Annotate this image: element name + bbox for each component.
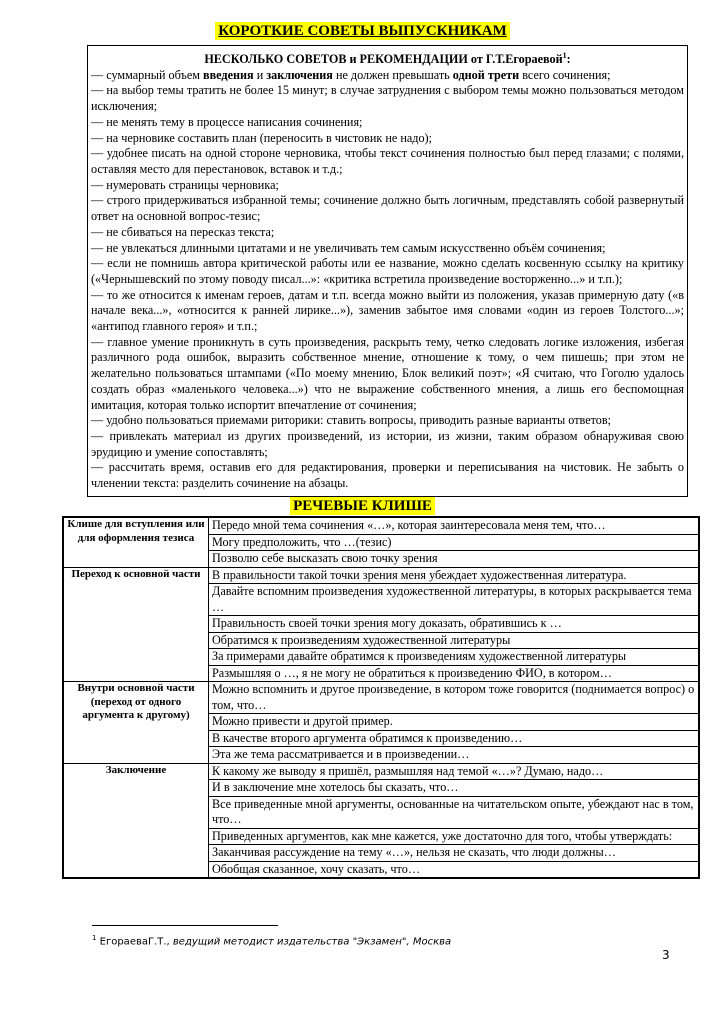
cliche-title: РЕЧЕВЫЕ КЛИШЕ xyxy=(290,497,435,515)
cliche-title-wrap xyxy=(0,497,725,515)
category-cell: Заключение xyxy=(63,763,209,878)
phrase-cell: В правильности такой точки зрения меня убеждает художественная литература. xyxy=(209,567,700,584)
category-cell: Внутри основной части (переход от одного аргумента к другому) xyxy=(63,682,209,764)
advice-item: — то же относится к именам героев, датам и т.п. всегда можно выйти из положения, указав примерную дату («в начале века...», «относится к ранней лирике...»), заменив забытое имя словами «один из героев Толстого...»; «антипод главного героя» и т.п.; xyxy=(91,287,684,334)
phrase-cell: Можно вспомнить и другое произведение, в котором тоже говорится (поднимается вопрос) о том, что… xyxy=(209,682,700,714)
advice-item: — не менять тему в процессе написания сочинения; xyxy=(91,114,363,129)
footnote-ref[interactable]: 1 xyxy=(562,51,567,60)
category-cell: Клише для вступления или для оформления тезиса xyxy=(63,517,209,567)
advice-item: — не увлекаться длинными цитатами и не увеличивать тем самым искусственно объём сочинения; xyxy=(91,240,606,255)
advice-item: — на выбор темы тратить не более 15 минут; в случае затруднения с выбором темы можно пользоваться методом исключения; xyxy=(91,83,684,114)
advice-item: — удобнее писать на одной стороне черновика, чтобы текст сочинения полностью был перед глазами; с полями, оставляя место для перестановок, вставок и т.д.; xyxy=(91,146,684,176)
category-cell: Переход к основной части xyxy=(63,567,209,682)
advice-item: — на черновике составить план (переносить в чистовик не надо); xyxy=(91,130,432,145)
page-number: 3 xyxy=(662,948,670,962)
advice-item: — если не помнишь автора критической работы или ее название, можно сделать косвенную ссылку на критику («Чернышевский по этому поводу писал...»: «критика встретила произведение восторженно...» и т.п.); xyxy=(91,256,684,286)
phrase-cell: Давайте вспомним произведения художественной литературы, в которых раскрывается тема … xyxy=(209,584,700,616)
phrase-cell: Обратимся к произведениям художественной литературы xyxy=(209,632,700,649)
advice-heading-colon: : xyxy=(566,52,571,67)
footnote-name: ЕгораеваГ.Т., xyxy=(96,936,170,948)
phrase-cell: И в заключение мне хотелось бы сказать, что… xyxy=(209,780,700,797)
advice-item: — строго придерживаться избранной темы; сочинение должно быть логичным, представлять собой развернутый ответ на основной вопрос-тезис; xyxy=(91,193,684,224)
phrase-cell: Правильность своей точки зрения могу доказать, обратившись к … xyxy=(209,616,700,633)
footnote-separator xyxy=(92,925,278,926)
cliche-table xyxy=(62,516,700,879)
table-row xyxy=(63,517,699,534)
phrase-cell: Позволю себе высказать свою точку зрения xyxy=(209,551,700,568)
footnote xyxy=(92,934,451,947)
advice-box xyxy=(87,45,688,497)
phrase-cell: Передо мной тема сочинения «…», которая заинтересовала меня тем, что… xyxy=(209,517,700,534)
advice-item: — привлекать материал из других произведений, из истории, из жизни, таким образом обнаруживая свою эрудицию и умение сопоставлять; xyxy=(91,428,684,459)
phrase-cell: Все приведенные мной аргументы, основанные на читательском опыте, убеждают нас в том, что… xyxy=(209,796,700,828)
phrase-cell: В качестве второго аргумента обратимся к произведению… xyxy=(209,730,700,747)
phrase-cell: Приведенных аргументов, как мне кажется, уже достаточно для того, чтобы утверждать: xyxy=(209,828,700,845)
advice-item: — рассчитать время, оставив его для редактирования, проверки и переписывания на чистовик. Не забыть о членении текста: разделить сочинение на абзацы. xyxy=(91,460,684,491)
phrase-cell: Эта же тема рассматривается и в произведении… xyxy=(209,747,700,764)
phrase-cell: К какому же выводу я пришёл, размышляя над темой «…»? Думаю, надо… xyxy=(209,763,700,780)
footnote-mark: 1 xyxy=(92,934,97,942)
page-title-wrap xyxy=(0,22,725,40)
advice-item: — нумеровать страницы черновика; xyxy=(91,177,279,192)
phrase-cell: Заканчивая рассуждение на тему «…», нельзя не сказать, что люди должны… xyxy=(209,845,700,862)
page-title: КОРОТКИЕ СОВЕТЫ ВЫПУСКНИКАМ xyxy=(215,22,510,40)
advice-item: — не сбиваться на пересказ текста; xyxy=(91,224,275,239)
table-row xyxy=(63,763,699,780)
footnote-text: ведущий методист издательства "Экзамен", Москва xyxy=(169,936,452,948)
table-row xyxy=(63,567,699,584)
phrase-cell: Размышляя о …, я не могу не обратиться к произведению ФИО, в котором… xyxy=(209,665,700,682)
phrase-cell: За примерами давайте обратимся к произведениям художественной литературы xyxy=(209,649,700,666)
advice-item: — главное умение проникнуть в суть произведения, раскрыть тему, четко следовать логике изложения, избегая различного рода ошибок, выразить собственное мнение, отношение к тому, о чем пишешь; при этом не желательно пользоваться штампами («По моему мнению, Блок великий поэт»; «Я считаю, что Гоголю удалось создать образ «маленького человека...») что не выражение собственного мнения, а лишь его беспомощная имитация, которая только испортит впечатление от сочинения; xyxy=(91,334,684,412)
advice-heading-text: НЕСКОЛЬКО СОВЕТОВ и РЕКОМЕНДАЦИИ от Г.Т.Егораевой xyxy=(204,52,563,67)
advice-heading xyxy=(91,48,684,68)
advice-item: — удобно пользоваться приемами риторики: ставить вопросы, приводить разные варианты ответов; xyxy=(91,413,612,428)
table-row xyxy=(63,682,699,714)
phrase-cell: Могу предположить, что …(тезис) xyxy=(209,534,700,551)
phrase-cell: Обобщая сказанное, хочу сказать, что… xyxy=(209,861,700,878)
phrase-cell: Можно привести и другой пример. xyxy=(209,714,700,731)
advice-item: — суммарный объем введения и заключения не должен превышать одной трети всего сочинения; xyxy=(91,67,611,82)
